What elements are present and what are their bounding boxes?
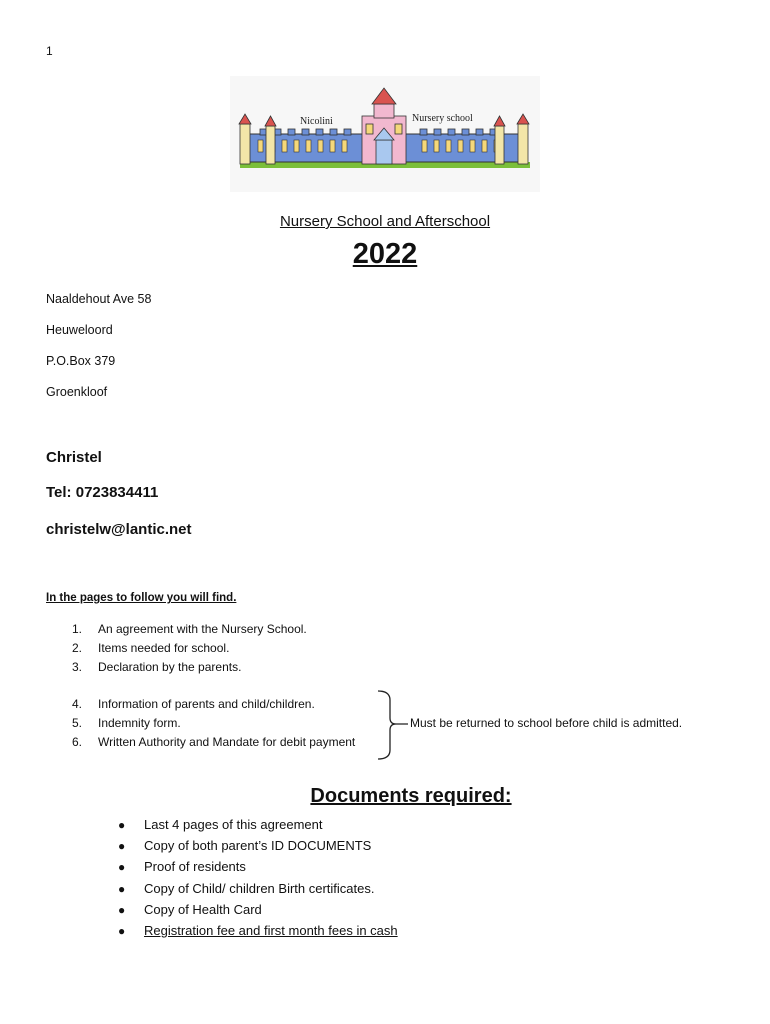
document-text: Registration fee and first month fees in cash [144, 923, 398, 938]
list-number: 6. [72, 735, 83, 749]
contact-tel: Tel: 0723834411 [46, 484, 159, 501]
address-line: Naaldehout Ave 58 [46, 292, 152, 306]
bullet-icon: ● [118, 839, 126, 853]
list-text: An agreement with the Nursery School. [98, 622, 307, 636]
list-item [118, 923, 398, 938]
list-number: 4. [72, 697, 83, 711]
follow-heading: In the pages to follow you will find. [46, 592, 237, 604]
list-number: 2. [72, 641, 83, 655]
list-number: 3. [72, 660, 83, 674]
list-item [118, 902, 262, 917]
document-text: Proof of residents [144, 859, 246, 874]
list-item [72, 660, 241, 674]
contact-email: christelw@lantic.net [46, 521, 192, 538]
contact-name: Christel [46, 449, 102, 466]
year-heading: 2022 [352, 238, 418, 270]
logo-right-text: Nursery school [412, 113, 473, 124]
list-text: Indemnity form. [98, 716, 181, 730]
address-line: Groenkloof [46, 385, 108, 399]
list-item [72, 641, 229, 655]
list-item [118, 838, 371, 853]
list-item [72, 622, 307, 636]
subtitle: Nursery School and Afterschool [279, 213, 491, 230]
list-item [72, 697, 315, 711]
address-line: P.O.Box 379 [46, 354, 116, 368]
list-item [118, 859, 246, 874]
document-text: Last 4 pages of this agreement [144, 817, 323, 832]
brace-icon [374, 690, 408, 760]
list-item [72, 716, 181, 730]
list-number: 1. [72, 622, 83, 636]
bracket-note: Must be returned to school before child is admitted. [410, 716, 683, 730]
logo-left-text: Nicolini [300, 116, 333, 127]
list-text: Information of parents and child/children. [98, 697, 315, 711]
list-item [118, 817, 323, 832]
list-text: Items needed for school. [98, 641, 230, 655]
document-text: Copy of both parent’s ID DOCUMENTS [144, 838, 372, 853]
bullet-icon: ● [118, 882, 126, 896]
bullet-icon: ● [118, 903, 126, 917]
bullet-icon: ● [118, 924, 126, 938]
bullet-icon: ● [118, 860, 126, 874]
list-number: 5. [72, 716, 83, 730]
list-item [72, 735, 355, 749]
school-logo [230, 76, 540, 192]
document-text: Copy of Health Card [144, 902, 262, 917]
address-line: Heuweloord [46, 323, 113, 337]
documents-title: Documents required: [310, 785, 512, 807]
page-number: 1 [46, 44, 53, 58]
list-text: Declaration by the parents. [98, 660, 242, 674]
bullet-icon: ● [118, 818, 126, 832]
document-text: Copy of Child/ children Birth certificates. [144, 881, 375, 896]
list-item [118, 881, 374, 896]
list-text: Written Authority and Mandate for debit payment [98, 735, 356, 749]
